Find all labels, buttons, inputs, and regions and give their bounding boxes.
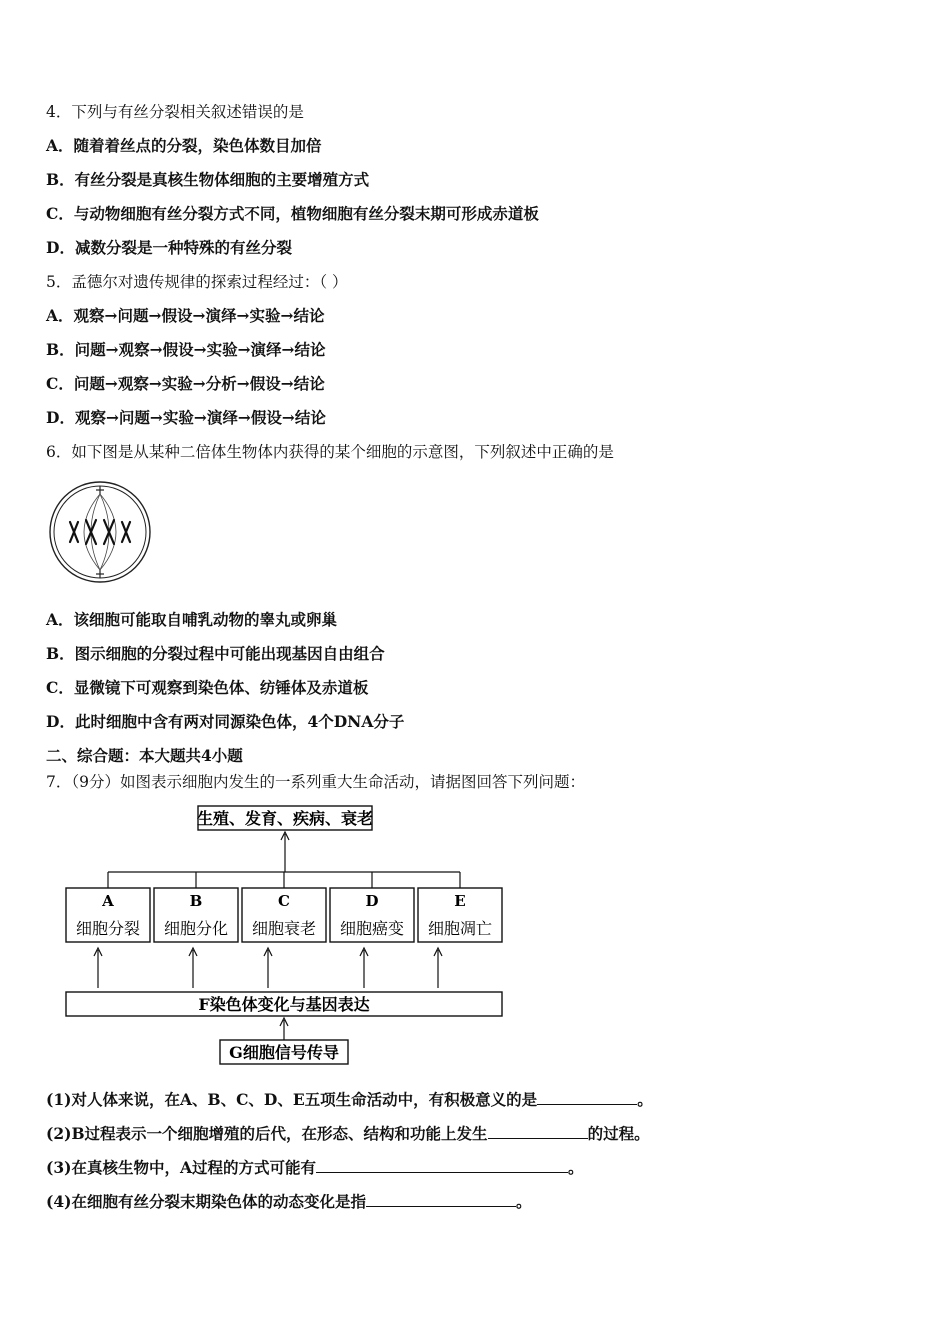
g-box-label: G细胞信号传导 [229,1043,339,1062]
box-e-label: 细胞凋亡 [427,919,493,938]
q5-stem: 5．孟德尔对遗传规律的探索过程经过：（ ） [46,273,348,291]
box-d [330,888,414,942]
q4-option-c: C．与动物细胞有丝分裂方式不同，植物细胞有丝分裂末期可形成赤道板 [46,204,539,223]
q7-sub-1 [46,1088,653,1110]
q4-stem: 4．下列与有丝分裂相关叙述错误的是 [46,103,304,121]
cell-division-figure [46,480,154,584]
q6-stem: 6．如下图是从某种二倍体生物体内获得的某个细胞的示意图，下列叙述中正确的是 [46,443,614,461]
centrosome-bottom [96,570,104,578]
q7-sub-4 [46,1190,531,1212]
q7-sub-1-blank[interactable] [537,1088,637,1105]
box-d-letter: D [365,892,379,910]
life-activities-diagram [60,802,510,1068]
q4-option-d: D．减数分裂是一种特殊的有丝分裂 [46,238,292,257]
spindle-fibers [84,494,116,570]
chromosomes [70,520,130,544]
f-box-label: F染色体变化与基因表达 [198,995,370,1014]
q5-option-b: B．问题→观察→假设→实验→演绎→结论 [46,340,326,359]
q5-option-c: C．问题→观察→实验→分析→假设→结论 [46,374,325,393]
box-e [418,888,502,942]
q5-option-d: D．观察→问题→实验→演绎→假设→结论 [46,408,326,427]
q7-sub-3-blank[interactable] [316,1156,568,1173]
box-b [154,888,238,942]
box-a [66,888,150,942]
cell-inner-membrane [54,486,146,578]
q7-sub-2-end: 的过程。 [587,1124,650,1143]
q7-sub-3 [46,1156,584,1178]
box-c [242,888,326,942]
box-b-letter: B [189,892,203,910]
top-outcomes-label: 生殖、发育、疾病、衰老 [196,809,374,828]
q6-option-a: A．该细胞可能取自哺乳动物的睾丸或卵巢 [46,610,338,629]
q7-sub-4-end: 。 [515,1192,532,1211]
q4-option-a: A．随着着丝点的分裂，染色体数目加倍 [46,136,322,155]
q7-sub-4-blank[interactable] [366,1190,516,1207]
q7-sub-2 [46,1122,650,1144]
q7-sub-2-text: (2)B过程表示一个细胞增殖的后代，在形态、结构和功能上发生 [46,1124,488,1143]
box-a-letter: A [102,892,114,910]
q6-option-c: C．显微镜下可观察到染色体、纺锤体及赤道板 [46,678,369,697]
arrows-f-to-boxes [94,948,442,988]
q7-sub-3-end: 。 [567,1158,584,1177]
cell-outer-membrane [50,482,150,582]
box-e-letter: E [454,892,466,910]
centrosome-top [96,486,104,494]
q7-sub-2-blank[interactable] [488,1122,588,1139]
q7-sub-1-end: 。 [637,1090,653,1109]
box-c-label: 细胞衰老 [251,919,317,938]
q4-option-b: B．有丝分裂是真核生物体细胞的主要增殖方式 [46,170,370,189]
section-two-heading: 二、综合题：本大题共4小题 [46,746,243,765]
q5-option-a: A．观察→问题→假设→演绎→实验→结论 [46,306,325,325]
q6-option-d: D．此时细胞中含有两对同源染色体，4个DNA分子 [46,712,405,731]
q7-sub-1-text: (1)对人体来说，在A、B、C、D、E五项生命活动中，有积极意义的是 [46,1090,538,1109]
q6-option-b: B．图示细胞的分裂过程中可能出现基因自由组合 [46,644,385,663]
q7-sub-4-text: (4)在细胞有丝分裂末期染色体的动态变化是指 [46,1192,366,1211]
q7-stem: 7．（9分）如图表示细胞内发生的一系列重大生命活动，请据图回答下列问题： [46,773,585,791]
box-a-label: 细胞分裂 [75,919,141,938]
box-d-label: 细胞癌变 [339,919,405,938]
box-b-label: 细胞分化 [163,919,229,938]
q7-sub-3-text: (3)在真核生物中，A过程的方式可能有 [46,1158,316,1177]
box-c-letter: C [278,892,290,910]
